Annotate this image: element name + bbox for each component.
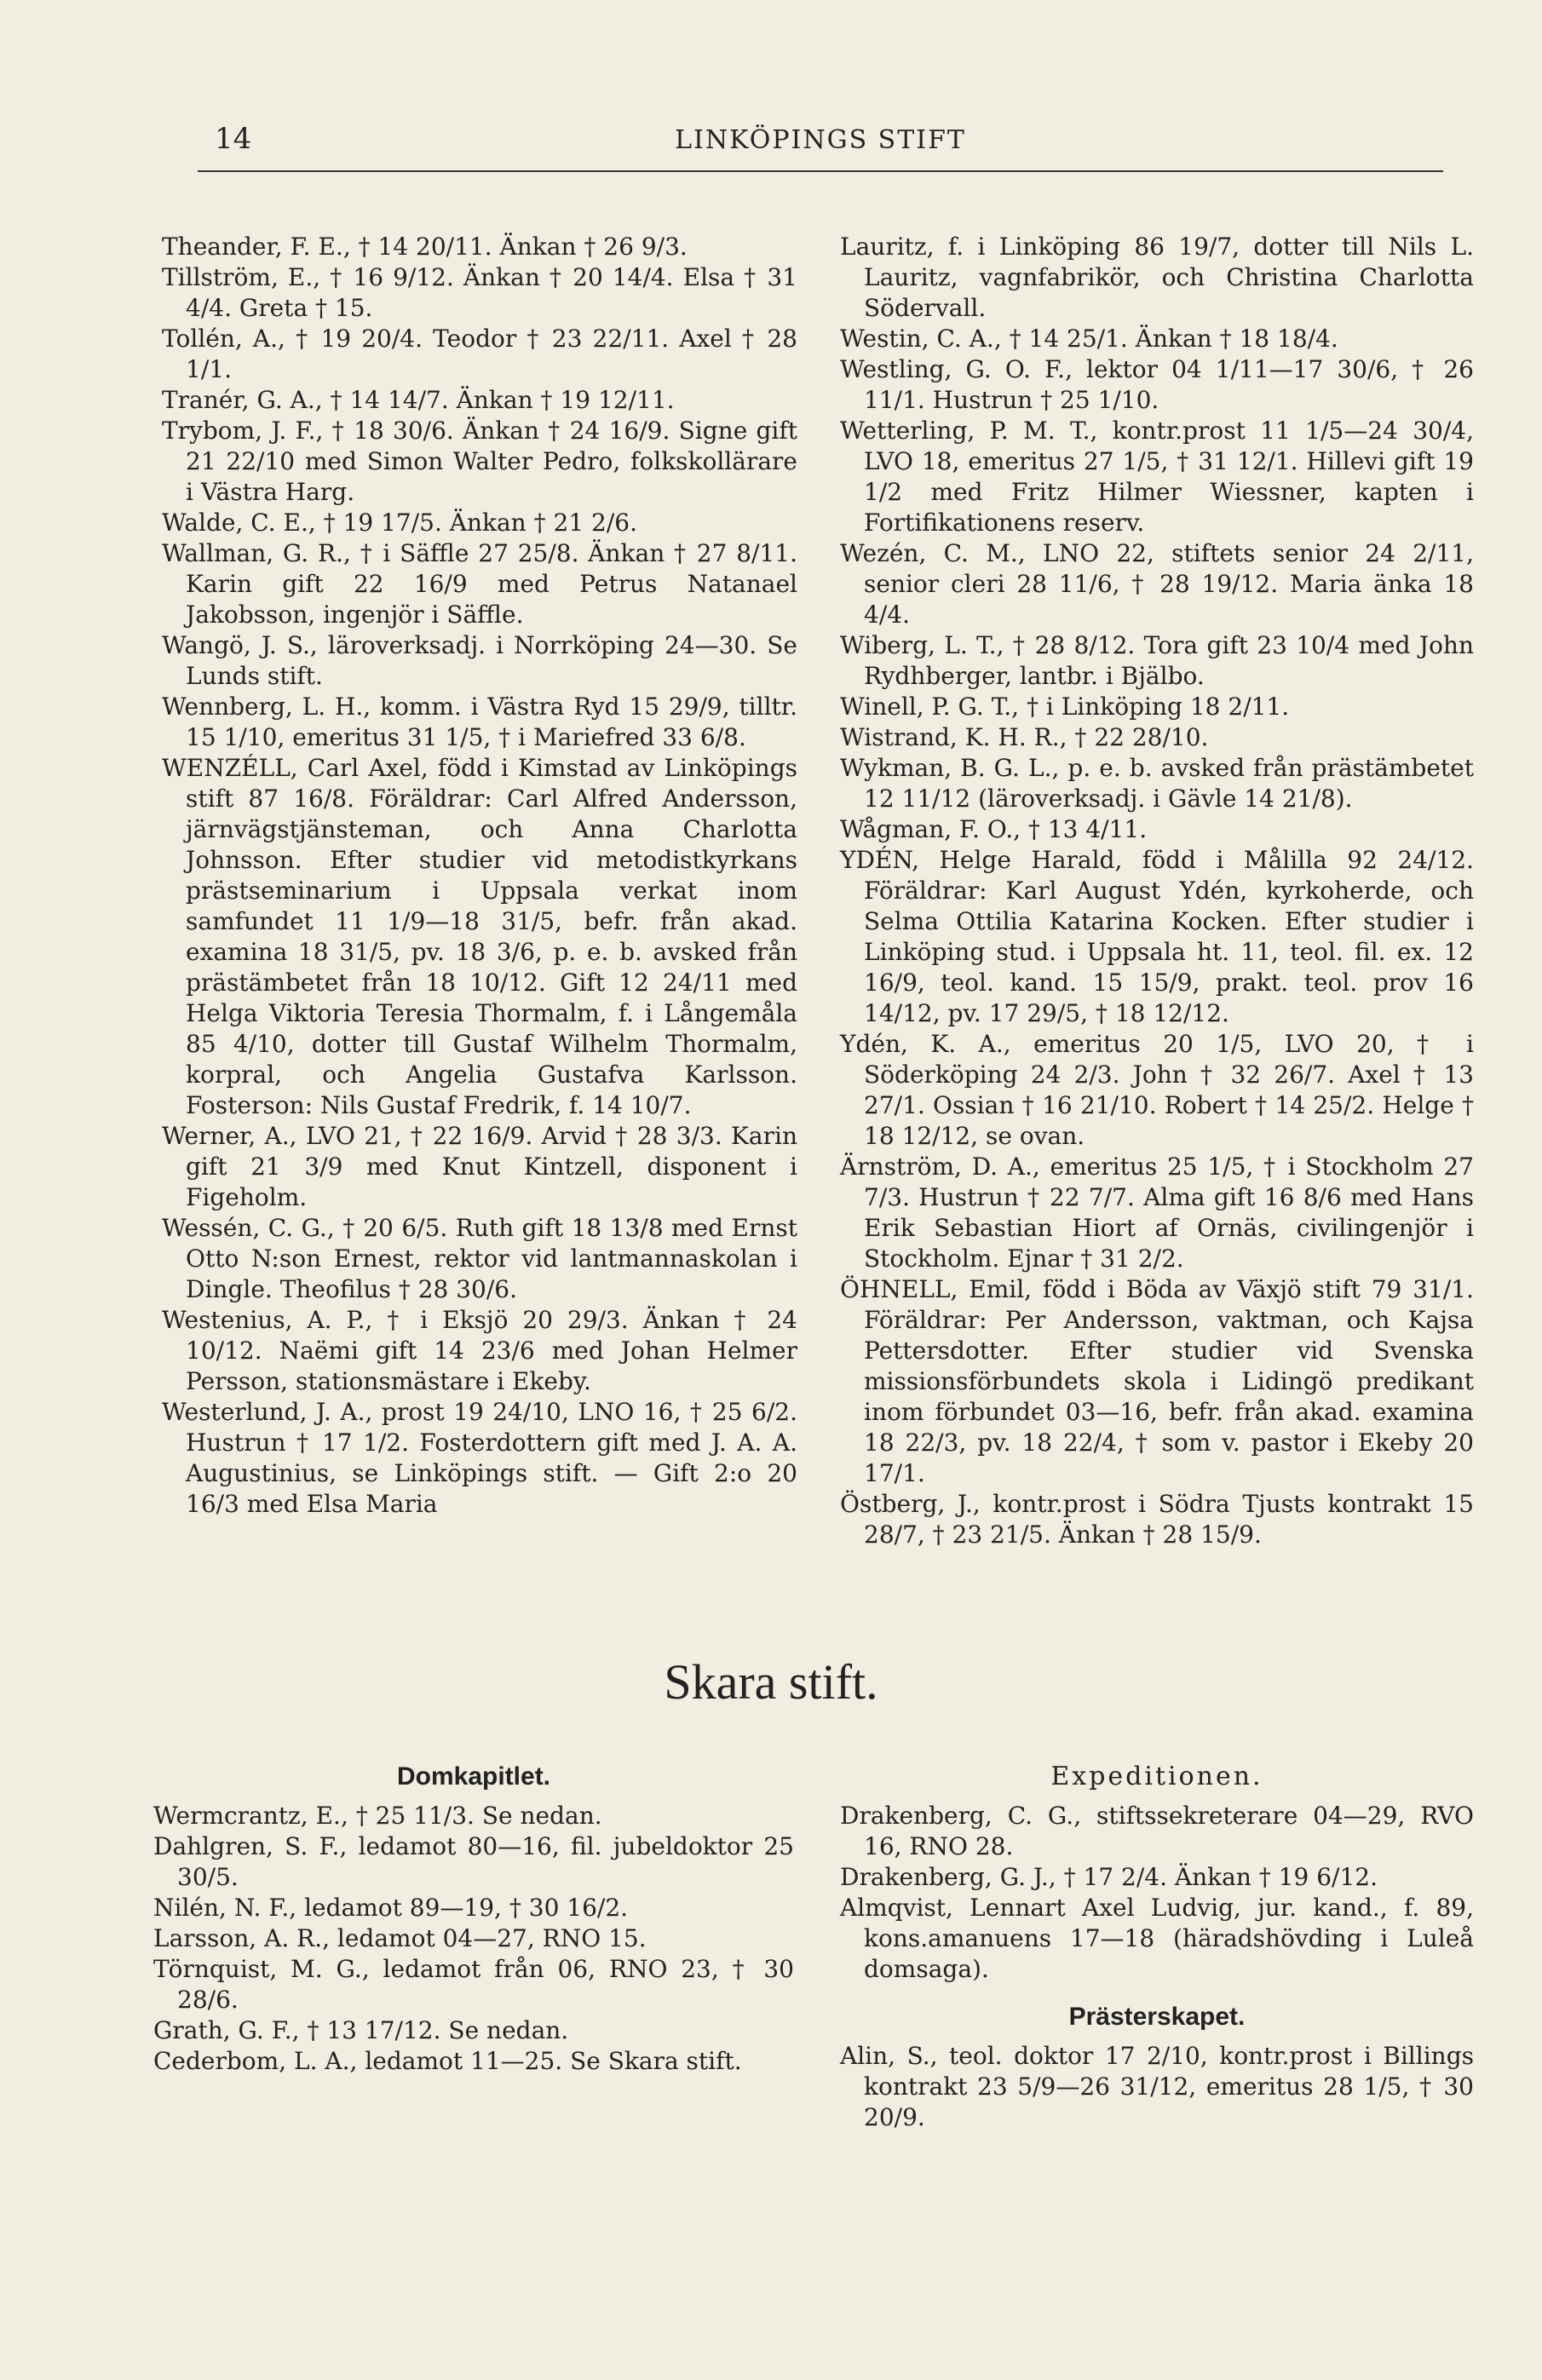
- entry: Walde, C. E., † 19 17/5. Änkan † 21 2/6.: [162, 509, 638, 537]
- entry: Wangö, J. S., läroverksadj. i Norrköping 24—30. Se Lunds stift.: [162, 631, 797, 690]
- entry: Trybom, J. F., † 18 30/6. Änkan † 24 16/9. Signe gift 21 22/10 med Simon Walter Pedro, folkskollärare i Västra Harg.: [162, 417, 797, 506]
- entry: Ärnström, D. A., emeritus 25 1/5, † i Stockholm 27 7/3. Hustrun † 22 7/7. Alma gift 16 8/6 med Hans Erik Sebastian Hiort af Ornäs, civilingenjör i Stockholm. Ejnar † 31 2/2.: [840, 1153, 1474, 1273]
- left-column: [162, 232, 797, 1520]
- entry: Westerlund, J. A., prost 19 24/10, LNO 16, † 25 6/2. Hustrun † 17 1/2. Fosterdottern gift med J. A. A. Augustinius, se Linköpings stift. — Gift 2:o 20 16/3 med Elsa Maria: [162, 1398, 797, 1518]
- domkapitlet-heading: Domkapitlet.: [396, 1762, 551, 1791]
- entry: Wiberg, L. T., † 28 8/12. Tora gift 23 10/4 med John Rydhberger, lantbr. i Bjälbo.: [840, 631, 1474, 690]
- entry: Drakenberg, C. G., stiftssekreterare 04—29, RVO 16, RNO 28.: [840, 1802, 1474, 1860]
- entry: Törnquist, M. G., ledamot från 06, RNO 23, † 30 28/6.: [153, 1955, 794, 2014]
- section-title: Skara stift.: [664, 1654, 878, 1710]
- entry: WENZÉLL, Carl Axel, född i Kimstad av Linköpings stift 87 16/8. Föräldrar: Carl Alfred Andersson, järnvägstjänsteman, och Anna Charlotta Johnsson. Efter studier vid metodistkyrkans prästseminarium i Uppsala verkat inom samfundet 11 1/9—18 31/5, befr. från akad. examina 18 31/5, pv. 18 3/6, p. e. b. avsked från prästämbetet från 18 10/12. Gift 12 24/11 med Helga Viktoria Teresia Thormalm, f. i Långemåla 85 4/10, dotter till Gustaf Wilhelm Thormalm, korpral, och Angelia Gustafva Karlsson. Fosterson: Nils Gustaf Fredrik, f. 14 10/7.: [162, 754, 797, 1119]
- entry: Nilén, N. F., ledamot 89—19, † 30 16/2.: [153, 1894, 629, 1922]
- entry: Grath, G. F., † 13 17/12. Se nedan.: [153, 2016, 569, 2044]
- domkapitlet-column: [153, 1760, 794, 2077]
- entry: Almqvist, Lennart Axel Ludvig, jur. kand., f. 89, kons.amanuens 17—18 (häradshövding i Luleå domsaga).: [840, 1894, 1474, 1983]
- entry: Winell, P. G. T., † i Linköping 18 2/11.: [840, 693, 1290, 721]
- entry: Wezén, C. M., LNO 22, stiftets senior 24 2/11, senior cleri 28 11/6, † 28 19/12. Maria änka 18 4/4.: [840, 539, 1474, 629]
- entry: Wermcrantz, E., † 25 11/3. Se nedan.: [153, 1802, 602, 1830]
- entry: Theander, F. E., † 14 20/11. Änkan † 26 9/3.: [162, 233, 688, 261]
- entry: Alin, S., teol. doktor 17 2/10, kontr.prost i Billings kontrakt 23 5/9—26 31/12, emeritus 28 1/5, † 30 20/9.: [840, 2042, 1474, 2131]
- running-title: LINKÖPINGS STIFT: [675, 125, 966, 155]
- entry: ÖHNELL, Emil, född i Böda av Växjö stift 79 31/1. Föräldrar: Per Andersson, vaktman, och Kajsa Pettersdotter. Efter studier vid Svenska missionsförbundets skola i Lidingö predikant inom förbundet 03—16, befr. från akad. examina 18 22/3, pv. 18 22/4, † som v. pastor i Ekeby 20 17/1.: [840, 1275, 1474, 1487]
- entry: Lauritz, f. i Linköping 86 19/7, dotter till Nils L. Lauritz, vagnfabrikör, och Christina Charlotta Södervall.: [840, 233, 1474, 322]
- entry: YDÉN, Helge Harald, född i Målilla 92 24/12. Föräldrar: Karl August Ydén, kyrkoherde, och Selma Ottilia Katarina Kocken. Efter studier i Linköping stud. i Uppsala ht. 11, teol. fil. ex. 12 16/9, teol. kand. 15 15/9, prakt. teol. prov 16 14/12, pv. 17 29/5, † 18 12/12.: [840, 846, 1474, 1027]
- entry: Westenius, A. P., † i Eksjö 20 29/3. Änkan † 24 10/12. Naëmi gift 14 23/6 med Johan Helmer Persson, stationsmästare i Ekeby.: [162, 1306, 797, 1395]
- expeditionen-heading: Expeditionen.: [1050, 1762, 1263, 1791]
- entry: Wetterling, P. M. T., kontr.prost 11 1/5—24 30/4, LVO 18, emeritus 27 1/5, † 31 12/1. Hillevi gift 19 1/2 med Fritz Hilmer Wiessner, kapten i Fortifikationens reserv.: [840, 417, 1474, 537]
- entry: Westling, G. O. F., lektor 04 1/11—17 30/6, † 26 11/1. Hustrun † 25 1/10.: [840, 355, 1474, 414]
- page-number: 14: [215, 122, 252, 156]
- entry: Wessén, C. G., † 20 6/5. Ruth gift 18 13/8 med Ernst Otto N:son Ernest, rektor vid lantmannaskolan i Dingle. Theofilus † 28 30/6.: [162, 1214, 797, 1303]
- entry: Wennberg, L. H., komm. i Västra Ryd 15 29/9, tilltr. 15 1/10, emeritus 31 1/5, † i Mariefred 33 6/8.: [162, 693, 797, 751]
- entry: Ydén, K. A., emeritus 20 1/5, LVO 20, † i Söderköping 24 2/3. John † 32 26/7. Axel † 13 27/1. Ossian † 16 21/10. Robert † 14 25/2. Helge † 18 12/12, se ovan.: [840, 1030, 1474, 1150]
- entry: Drakenberg, G. J., † 17 2/4. Änkan † 19 6/12.: [840, 1863, 1378, 1891]
- entry: Tranér, G. A., † 14 14/7. Änkan † 19 12/11.: [162, 386, 675, 414]
- entry: Wågman, F. O., † 13 4/11.: [840, 815, 1148, 843]
- entry: Cederbom, L. A., ledamot 11—25. Se Skara stift.: [153, 2047, 742, 2075]
- entry: Larsson, A. R., ledamot 04—27, RNO 15.: [153, 1924, 647, 1952]
- entry: Tollén, A., † 19 20/4. Teodor † 23 22/11. Axel † 28 1/1.: [162, 325, 797, 383]
- entry: Werner, A., LVO 21, † 22 16/9. Arvid † 28 3/3. Karin gift 21 3/9 med Knut Kintzell, disponent i Figeholm.: [162, 1122, 797, 1211]
- prasterskapet-heading: Prästerskapet.: [1068, 2003, 1246, 2031]
- entry: Östberg, J., kontr.prost i Södra Tjusts kontrakt 15 28/7, † 23 21/5. Änkan † 28 15/9.: [840, 1490, 1474, 1549]
- entry: Dahlgren, S. F., ledamot 80—16, fil. jubeldoktor 25 30/5.: [153, 1832, 794, 1891]
- entry: Wistrand, K. H. R., † 22 28/10.: [840, 723, 1209, 751]
- page-header: [198, 119, 1443, 172]
- entry: Tillström, E., † 16 9/12. Änkan † 20 14/4. Elsa † 31 4/4. Greta † 15.: [162, 263, 797, 322]
- entry: Westin, C. A., † 14 25/1. Änkan † 18 18/4.: [840, 325, 1338, 353]
- right-column: [840, 232, 1474, 1550]
- expeditionen-column: [840, 1760, 1474, 2133]
- entry: Wallman, G. R., † i Säffle 27 25/8. Änkan † 27 8/11. Karin gift 22 16/9 med Petrus Natanael Jakobsson, ingenjör i Säffle.: [162, 539, 797, 629]
- entry: Wykman, B. G. L., p. e. b. avsked från prästämbetet 12 11/12 (läroverksadj. i Gävle 14 21/8).: [840, 754, 1474, 813]
